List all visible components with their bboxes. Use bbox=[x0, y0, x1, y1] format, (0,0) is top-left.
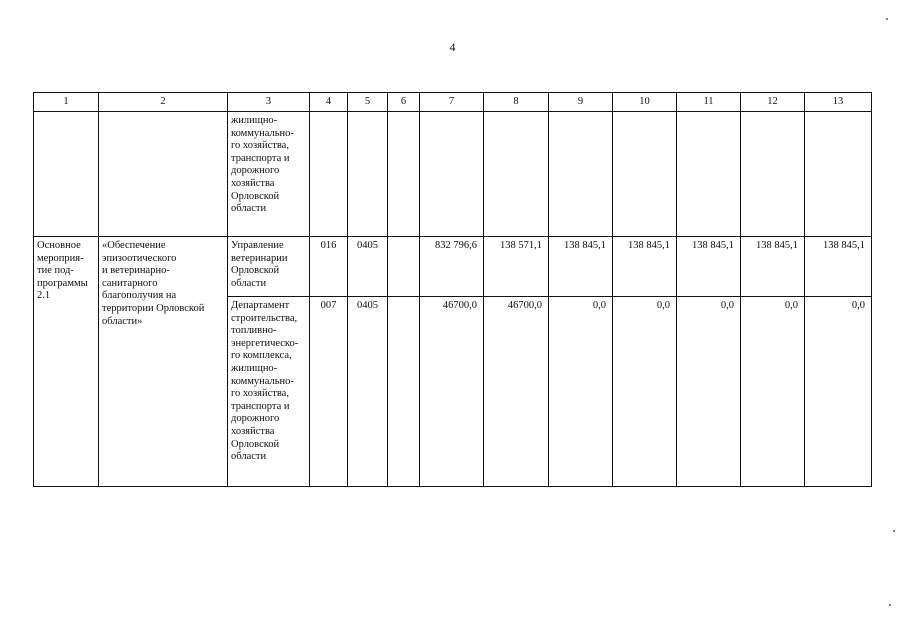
header-cell: 1 bbox=[34, 93, 99, 112]
scan-speck bbox=[889, 604, 891, 606]
budget-table bbox=[33, 92, 872, 487]
header-cell: 12 bbox=[741, 93, 805, 112]
table-cell bbox=[613, 112, 677, 237]
amount-cell: 138 845,1 bbox=[549, 237, 613, 297]
measure-title-cell: «Обеспечение эпизоотического и ветеринарно- санитарного благополучия на территории Орловской области» bbox=[99, 237, 228, 487]
table-row bbox=[34, 237, 872, 297]
amount-cell: 138 571,1 bbox=[484, 237, 549, 297]
amount-cell: 832 796,6 bbox=[420, 237, 484, 297]
amount-cell: 138 845,1 bbox=[805, 237, 872, 297]
amount-cell: 0,0 bbox=[613, 297, 677, 487]
amount-cell: 46700,0 bbox=[484, 297, 549, 487]
table-cell bbox=[484, 112, 549, 237]
table-cell bbox=[420, 112, 484, 237]
header-cell: 7 bbox=[420, 93, 484, 112]
page-number: 4 bbox=[449, 40, 456, 54]
amount-cell: 138 845,1 bbox=[677, 237, 741, 297]
header-row bbox=[34, 93, 872, 112]
table-cell bbox=[677, 112, 741, 237]
scan-speck bbox=[886, 18, 888, 20]
executor-cell: Департамент строительства, топливно- энергетическо- го комплекса, жилищно- коммунально- го хозяйства, транспорта и дорожного хозяйства Орловской области bbox=[228, 297, 310, 487]
header-cell: 11 bbox=[677, 93, 741, 112]
header-cell: 3 bbox=[228, 93, 310, 112]
scan-speck bbox=[893, 530, 895, 532]
code-cell: 007 bbox=[310, 297, 348, 487]
measure-name-cell: Основное мероприя- тие под- программы 2.1 bbox=[34, 237, 99, 487]
section-cell: 0405 bbox=[348, 237, 388, 297]
table-cell bbox=[310, 112, 348, 237]
header-cell: 8 bbox=[484, 93, 549, 112]
amount-cell: 0,0 bbox=[549, 297, 613, 487]
amount-cell: 138 845,1 bbox=[741, 237, 805, 297]
header-cell: 4 bbox=[310, 93, 348, 112]
amount-cell: 46700,0 bbox=[420, 297, 484, 487]
executor-cell: жилищно- коммунально- го хозяйства, транспорта и дорожного хозяйства Орловской области bbox=[228, 112, 310, 237]
table-cell bbox=[34, 112, 99, 237]
table-cell bbox=[388, 297, 420, 487]
header-cell: 13 bbox=[805, 93, 872, 112]
amount-cell: 138 845,1 bbox=[613, 237, 677, 297]
table-cell bbox=[549, 112, 613, 237]
header-cell: 2 bbox=[99, 93, 228, 112]
table-cell bbox=[99, 112, 228, 237]
header-cell: 6 bbox=[388, 93, 420, 112]
continuation-row bbox=[34, 112, 872, 237]
executor-cell: Управление ветеринарии Орловской области bbox=[228, 237, 310, 297]
header-cell: 5 bbox=[348, 93, 388, 112]
amount-cell: 0,0 bbox=[677, 297, 741, 487]
header-cell: 10 bbox=[613, 93, 677, 112]
amount-cell: 0,0 bbox=[741, 297, 805, 487]
table-cell bbox=[805, 112, 872, 237]
table-cell bbox=[348, 112, 388, 237]
table-cell bbox=[388, 112, 420, 237]
table-cell bbox=[388, 237, 420, 297]
header-cell: 9 bbox=[549, 93, 613, 112]
table-cell bbox=[741, 112, 805, 237]
amount-cell: 0,0 bbox=[805, 297, 872, 487]
code-cell: 016 bbox=[310, 237, 348, 297]
section-cell: 0405 bbox=[348, 297, 388, 487]
